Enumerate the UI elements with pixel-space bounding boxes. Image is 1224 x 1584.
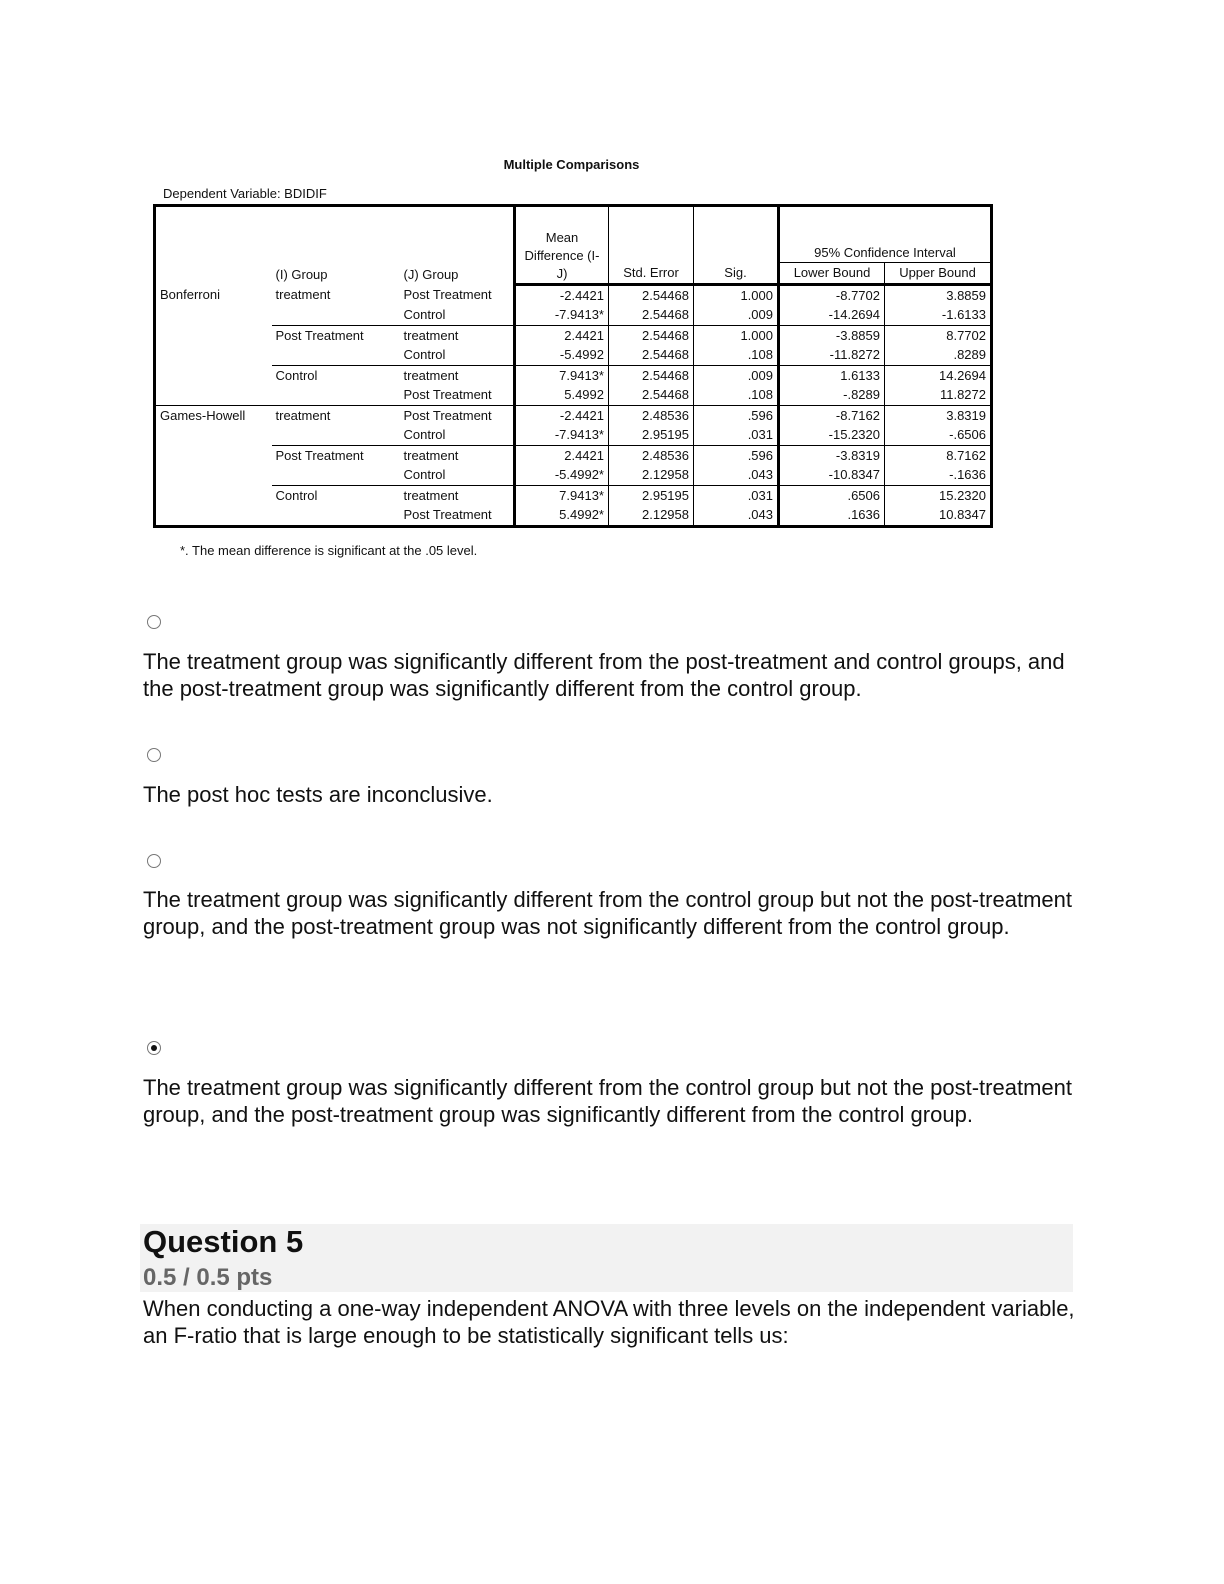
upper-bound-cell: 8.7702 bbox=[885, 325, 992, 345]
i-group-cell: treatment bbox=[272, 405, 400, 425]
i-group-cell: Post Treatment bbox=[272, 445, 400, 465]
lower-bound-cell: .1636 bbox=[779, 505, 885, 526]
upper-bound-cell: 11.8272 bbox=[885, 385, 992, 405]
std-error-cell: 2.54468 bbox=[609, 345, 694, 365]
answer-radio-1[interactable] bbox=[147, 615, 161, 629]
lower-bound-cell: -3.8859 bbox=[779, 325, 885, 345]
lower-bound-cell: -14.2694 bbox=[779, 305, 885, 325]
header-std-error: Std. Error bbox=[609, 206, 694, 285]
test-cell bbox=[155, 445, 272, 465]
lower-bound-cell: -15.2320 bbox=[779, 425, 885, 445]
std-error-cell: 2.12958 bbox=[609, 465, 694, 485]
j-group-cell: Control bbox=[403, 347, 446, 362]
table-row bbox=[155, 405, 992, 425]
upper-bound-cell: 14.2694 bbox=[885, 365, 992, 385]
test-cell bbox=[155, 505, 272, 526]
j-group-cell: treatment bbox=[400, 325, 515, 345]
test-cell bbox=[155, 485, 272, 505]
answer-option-text-1[interactable]: The treatment group was significantly different from the post-treatment and control groups, and the post-treatment group was significantly different from the control group. bbox=[143, 649, 1065, 701]
mean-difference-cell: -5.4992 bbox=[515, 345, 609, 365]
test-cell bbox=[155, 385, 272, 405]
upper-bound-cell: -.1636 bbox=[885, 465, 992, 485]
std-error-cell: 2.12958 bbox=[609, 505, 694, 526]
header-upper-bound: Upper Bound bbox=[885, 263, 992, 285]
j-group-cell: treatment bbox=[400, 365, 515, 385]
table-row bbox=[155, 485, 992, 505]
sig-cell: 1.000 bbox=[694, 325, 779, 345]
table-body bbox=[155, 284, 992, 526]
sig-cell: .009 bbox=[694, 365, 779, 385]
sig-cell: .031 bbox=[694, 485, 779, 505]
lower-bound-cell: -.8289 bbox=[779, 385, 885, 405]
header-i-group: (I) Group bbox=[275, 266, 328, 282]
dependent-variable-label: Dependent Variable: BDIDIF bbox=[163, 186, 327, 201]
mean-difference-cell: 2.4421 bbox=[515, 325, 609, 345]
header-mean-difference: Mean Difference (I-J) bbox=[515, 206, 609, 285]
table-row bbox=[155, 385, 992, 405]
table-row bbox=[155, 425, 992, 445]
test-cell: Games-Howell bbox=[155, 405, 272, 425]
mean-difference-cell: 7.9413* bbox=[515, 485, 609, 505]
mean-difference-cell: 5.4992* bbox=[515, 505, 609, 526]
test-cell bbox=[155, 425, 272, 445]
header-sig: Sig. bbox=[694, 206, 779, 285]
answer-radio-2[interactable] bbox=[147, 748, 161, 762]
lower-bound-cell: -10.8347 bbox=[779, 465, 885, 485]
std-error-cell: 2.54468 bbox=[609, 325, 694, 345]
i-group-cell: treatment bbox=[275, 286, 331, 302]
upper-bound-cell: 3.8859 bbox=[885, 284, 992, 305]
header-test bbox=[155, 206, 272, 285]
j-group-cell: Post Treatment bbox=[400, 405, 515, 425]
i-group-cell bbox=[272, 305, 400, 325]
test-cell bbox=[155, 305, 272, 325]
test-cell bbox=[155, 465, 272, 485]
header-confidence-interval: 95% Confidence Interval bbox=[779, 206, 992, 263]
mean-difference-cell: -5.4992* bbox=[515, 465, 609, 485]
mean-difference-cell: -2.4421 bbox=[515, 284, 609, 305]
answer-radio-3[interactable] bbox=[147, 854, 161, 868]
test-cell bbox=[155, 365, 272, 385]
i-group-cell: Control bbox=[272, 365, 400, 385]
std-error-cell: 2.54468 bbox=[609, 305, 694, 325]
upper-bound-cell: -1.6133 bbox=[885, 305, 992, 325]
upper-bound-cell: 10.8347 bbox=[885, 505, 992, 526]
table-row bbox=[155, 465, 992, 485]
std-error-cell: 2.95195 bbox=[609, 425, 694, 445]
test-cell bbox=[155, 325, 272, 345]
answer-option-text-4[interactable]: The treatment group was significantly different from the control group but not the post-treatment group, and the post-treatment group was significantly different from the control group. bbox=[143, 1075, 1072, 1127]
table-row bbox=[155, 505, 992, 526]
j-group-cell: Post Treatment bbox=[403, 387, 492, 402]
table-row bbox=[155, 305, 992, 325]
j-group-cell: treatment bbox=[400, 445, 515, 465]
sig-cell: .596 bbox=[694, 445, 779, 465]
answer-option-text-2[interactable]: The post hoc tests are inconclusive. bbox=[143, 782, 493, 807]
upper-bound-cell: 8.7162 bbox=[885, 445, 992, 465]
table-footnote: *. The mean difference is significant at the .05 level. bbox=[180, 543, 478, 558]
table-row bbox=[155, 284, 992, 305]
answer-radio-4[interactable] bbox=[147, 1041, 161, 1055]
mean-difference-cell: 2.4421 bbox=[515, 445, 609, 465]
upper-bound-cell: -.6506 bbox=[885, 425, 992, 445]
sig-cell: .031 bbox=[694, 425, 779, 445]
question-text: When conducting a one-way independent ANOVA with three levels on the independent variable, an F-ratio that is large enough to be statistically significant tells us: bbox=[143, 1296, 1075, 1348]
mean-difference-cell: -7.9413* bbox=[515, 305, 609, 325]
header-j-group: (J) Group bbox=[403, 266, 459, 282]
j-group-cell: Post Treatment bbox=[403, 286, 492, 302]
i-group-cell: Post Treatment bbox=[272, 325, 400, 345]
mean-difference-cell: -2.4421 bbox=[515, 405, 609, 425]
lower-bound-cell: -3.8319 bbox=[779, 445, 885, 465]
std-error-cell: 2.48536 bbox=[609, 445, 694, 465]
std-error-cell: 2.54468 bbox=[609, 284, 694, 305]
lower-bound-cell: 1.6133 bbox=[779, 365, 885, 385]
std-error-cell: 2.54468 bbox=[609, 385, 694, 405]
upper-bound-cell: 3.8319 bbox=[885, 405, 992, 425]
upper-bound-cell: 15.2320 bbox=[885, 485, 992, 505]
i-group-cell bbox=[272, 505, 400, 526]
i-group-cell bbox=[272, 385, 400, 405]
i-group-cell bbox=[272, 425, 400, 445]
sig-cell: .108 bbox=[694, 385, 779, 405]
upper-bound-cell: .8289 bbox=[885, 345, 992, 365]
i-group-cell bbox=[272, 345, 400, 365]
test-cell bbox=[155, 345, 272, 365]
i-group-cell: Control bbox=[272, 485, 400, 505]
i-group-cell bbox=[272, 465, 400, 485]
lower-bound-cell: -8.7162 bbox=[779, 405, 885, 425]
table-row bbox=[155, 445, 992, 465]
sig-cell: .596 bbox=[694, 405, 779, 425]
sig-cell: .043 bbox=[694, 465, 779, 485]
std-error-cell: 2.54468 bbox=[609, 365, 694, 385]
table-title: Multiple Comparisons bbox=[503, 157, 640, 172]
multiple-comparisons-table bbox=[153, 204, 993, 528]
lower-bound-cell: -11.8272 bbox=[779, 345, 885, 365]
lower-bound-cell: .6506 bbox=[779, 485, 885, 505]
j-group-cell: Control bbox=[403, 427, 446, 442]
j-group-cell: treatment bbox=[400, 485, 515, 505]
sig-cell: .009 bbox=[694, 305, 779, 325]
test-cell: Bonferroni bbox=[160, 286, 220, 302]
j-group-cell: Control bbox=[403, 307, 446, 322]
table-row bbox=[155, 365, 992, 385]
j-group-cell: Post Treatment bbox=[403, 507, 492, 522]
sig-cell: .108 bbox=[694, 345, 779, 365]
mean-difference-cell: 7.9413* bbox=[515, 365, 609, 385]
mean-difference-cell: 5.4992 bbox=[515, 385, 609, 405]
table-row bbox=[155, 345, 992, 365]
mean-difference-cell: -7.9413* bbox=[515, 425, 609, 445]
table-row bbox=[155, 325, 992, 345]
question-title: Question 5 bbox=[143, 1224, 304, 1259]
std-error-cell: 2.48536 bbox=[609, 405, 694, 425]
sig-cell: 1.000 bbox=[694, 284, 779, 305]
std-error-cell: 2.95195 bbox=[609, 485, 694, 505]
question-points: 0.5 / 0.5 pts bbox=[143, 1264, 273, 1291]
lower-bound-cell: -8.7702 bbox=[779, 284, 885, 305]
answer-option-text-3[interactable]: The treatment group was significantly different from the control group but not the post-treatment group, and the post-treatment group was not significantly different from the control group. bbox=[143, 887, 1072, 939]
header-lower-bound: Lower Bound bbox=[779, 263, 885, 285]
sig-cell: .043 bbox=[694, 505, 779, 526]
j-group-cell: Control bbox=[403, 467, 446, 482]
